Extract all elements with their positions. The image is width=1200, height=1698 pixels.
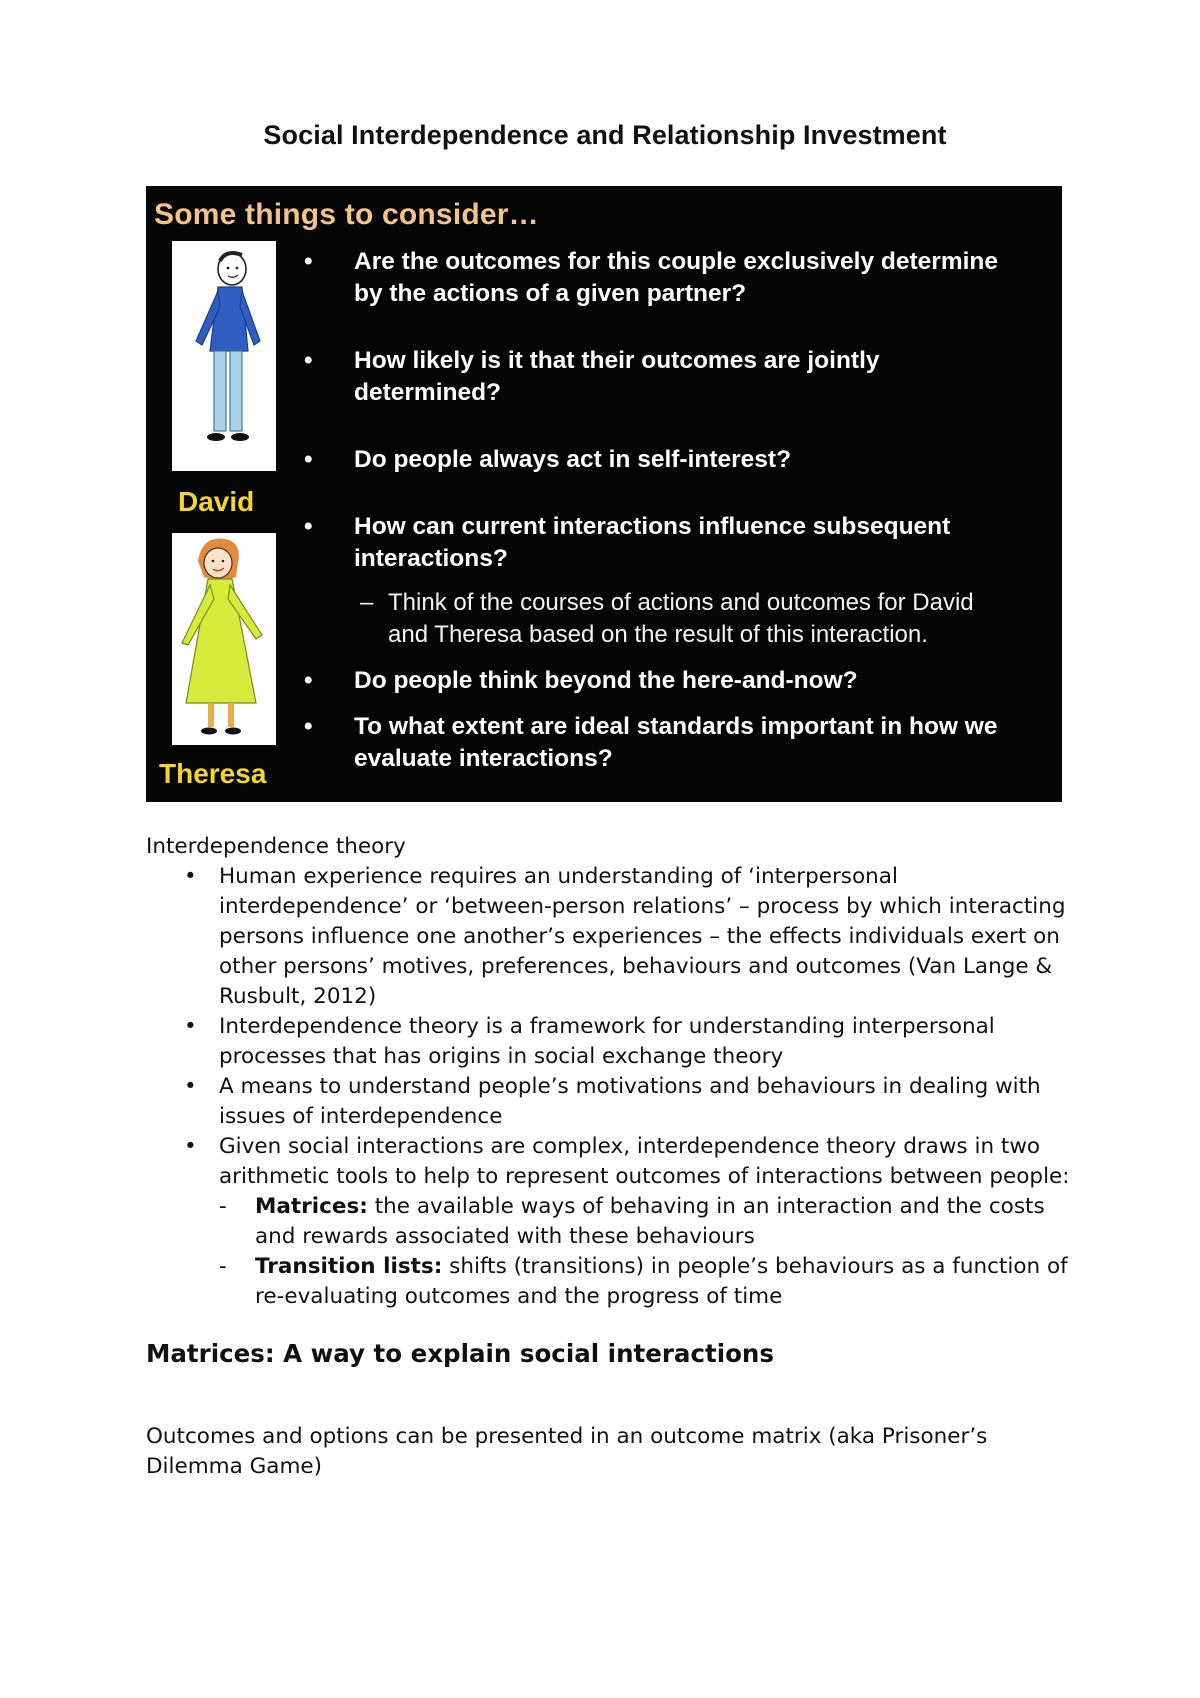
tool-term: Matrices: [255, 1194, 368, 1219]
slide-bullet [304, 665, 1062, 697]
slide-question-list [304, 246, 1062, 775]
tool-item [219, 1252, 1076, 1312]
tools-list [219, 1192, 1076, 1312]
slide-bullet-line: To what extent are ideal standards important in how we [354, 713, 998, 740]
slide-bullet [304, 345, 1062, 409]
interdependence-section [146, 832, 1076, 1312]
list-item [146, 862, 1076, 1012]
section-label: Interdependence theory [146, 834, 406, 859]
tool-term: Transition lists: [255, 1254, 443, 1279]
paragraph: Outcomes and options can be presented in an outcome matrix (aka Prisoner’s Dilemma Game) [146, 1423, 988, 1479]
bullet-dot-icon: • [184, 1074, 197, 1099]
david-label: David [178, 486, 255, 517]
list-item [146, 1012, 1076, 1072]
slide-bullet-line: determined? [354, 379, 502, 406]
bullet-dot-icon: • [304, 713, 313, 740]
slide-bullet-line: How likely is it that their outcomes are jointly [354, 347, 880, 374]
slide-sub-bullet-line: Think of the courses of actions and outcomes for David [388, 589, 974, 616]
slide-bullet-line: How can current interactions influence subsequent [354, 513, 951, 540]
dash-icon: – [360, 589, 374, 616]
slide-bullet-line: Do people always act in self-interest? [354, 446, 792, 473]
slide-bullet-line: evaluate interactions? [354, 745, 613, 772]
tool-description: shifts (transitions) in people’s behaviours as a function of re-evaluating outcomes and the progress of time [255, 1254, 1068, 1309]
list-item-text: Human experience requires an understanding of ‘interpersonal interdependence’ or ‘between-person relations’ – process by which interacting persons influence one another’s experiences – the effects individuals exert on other persons’ motives, preferences, behaviours and outcomes (Van Lange & Rusbult, 2012) [219, 864, 1066, 1009]
slide-sub-bullet [304, 587, 1062, 651]
list-item-text: Given social interactions are complex, interdependence theory draws in two arithmetic tools to help to represent outcomes of interactions between people: [219, 1134, 1070, 1189]
tool-item [219, 1192, 1076, 1252]
dash-icon: - [219, 1254, 227, 1279]
slide-bullet-line: Do people think beyond the here-and-now? [354, 667, 858, 694]
bullet-dot-icon: • [184, 1014, 197, 1039]
bullet-dot-icon: • [304, 667, 313, 694]
dash-icon: - [219, 1194, 227, 1219]
bullet-dot-icon: • [304, 248, 313, 275]
slide-heading: Some things to consider… [154, 198, 539, 231]
bullet-dot-icon: • [304, 513, 313, 540]
list-item-text: A means to understand people’s motivations and behaviours in dealing with issues of interdependence [219, 1074, 1041, 1129]
theresa-drawing-icon [172, 533, 276, 745]
theory-bullet-list [146, 862, 1076, 1312]
section-heading: Matrices: A way to explain social interactions [146, 1339, 774, 1368]
theresa-figure [172, 533, 276, 745]
theresa-label: Theresa [159, 758, 267, 789]
bullet-dot-icon: • [184, 864, 197, 889]
list-item [146, 1072, 1076, 1132]
slide-bullet [304, 246, 1062, 310]
slide-bullet-line: Are the outcomes for this couple exclusively determine [354, 248, 998, 275]
david-figure [172, 241, 276, 471]
slide-image [146, 186, 1062, 802]
list-item-text: Interdependence theory is a framework for understanding interpersonal processes that has origins in social exchange theory [219, 1014, 995, 1069]
list-item [146, 1132, 1076, 1312]
slide-bullet [304, 711, 1062, 775]
slide-bullet-line: by the actions of a given partner? [354, 280, 747, 307]
page-title: Social Interdependence and Relationship Investment [263, 120, 947, 150]
slide-bullet [304, 444, 1062, 476]
bullet-dot-icon: • [304, 446, 313, 473]
slide-bullet-line: interactions? [354, 545, 508, 572]
slide-bullet [304, 511, 1062, 575]
david-drawing-icon [172, 241, 276, 471]
tool-description: the available ways of behaving in an interaction and the costs and rewards associated with these behaviours [255, 1194, 1045, 1249]
bullet-dot-icon: • [304, 347, 313, 374]
bullet-dot-icon: • [184, 1134, 197, 1159]
slide-sub-bullet-line: and Theresa based on the result of this interaction. [388, 621, 928, 648]
